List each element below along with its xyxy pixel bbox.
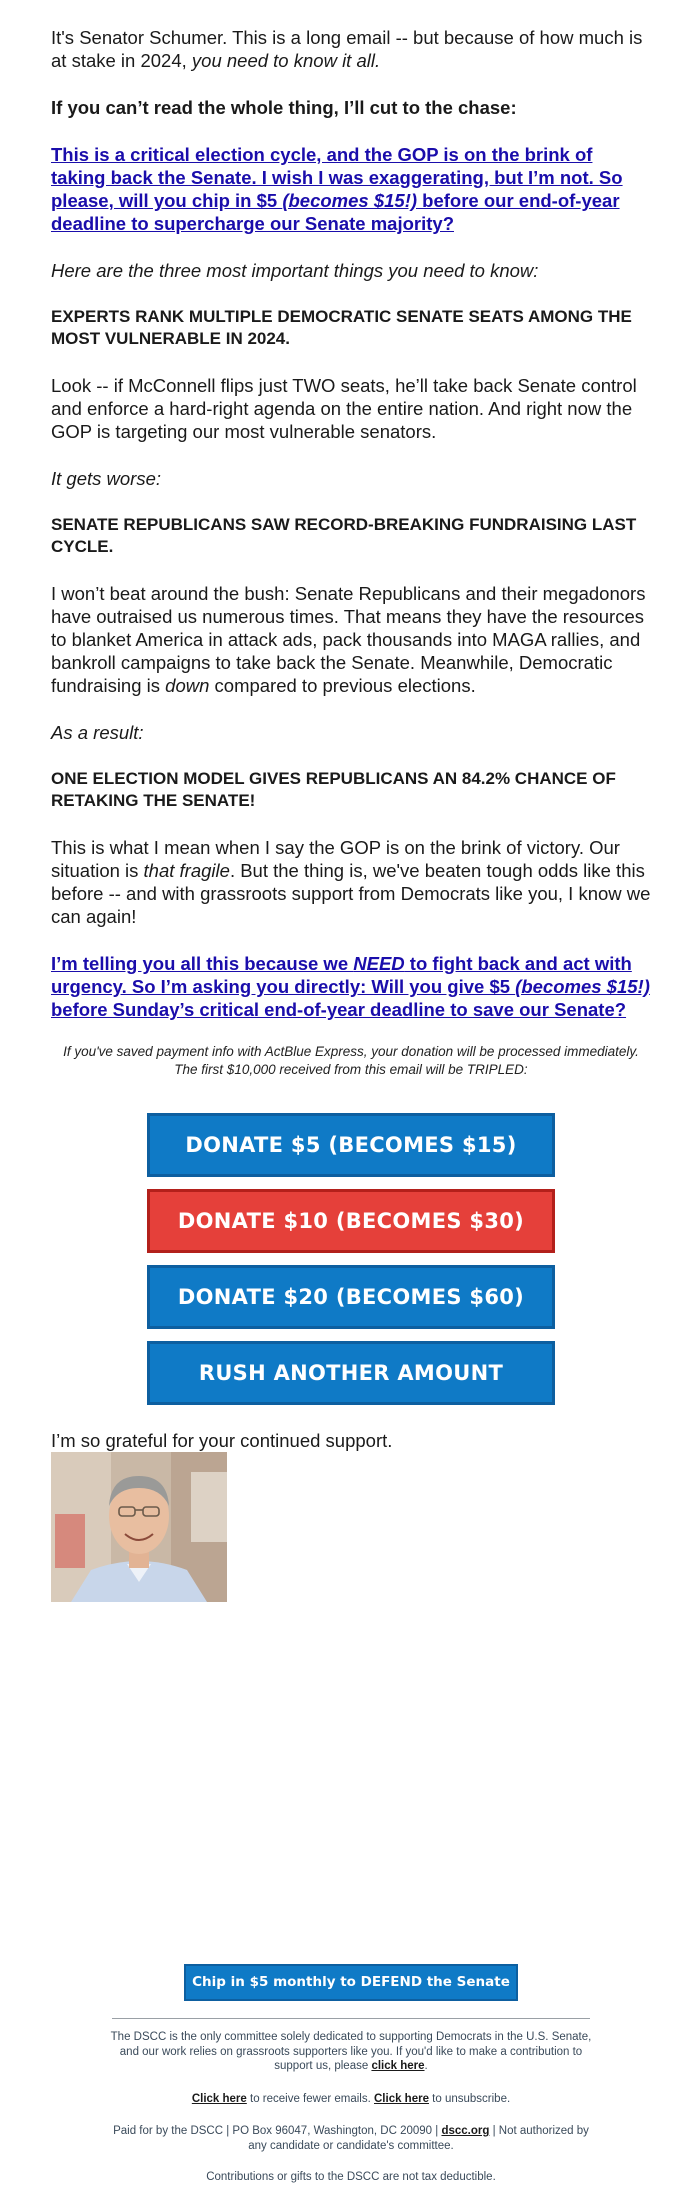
rush-another-amount-button[interactable]: RUSH ANOTHER AMOUNT	[147, 1341, 555, 1405]
email-body	[51, 26, 651, 1499]
footer-email-preferences: Click here to receive fewer emails. Click here to unsubscribe.	[191, 2093, 511, 2105]
footer-divider	[112, 2018, 590, 2019]
dscc-site-link[interactable]: dscc.org	[441, 2125, 490, 2137]
fragile-paragraph: This is what I mean when I say the GOP is on the brink of victory. Our situation is that fragile. But the thing is, we've beaten tough odds like this before -- and with grassroots support from Democrats like you, I know we can again!	[51, 837, 651, 927]
fewer-emails-link[interactable]: Click here	[191, 2093, 247, 2105]
portrait-image	[51, 1452, 227, 1602]
actblue-note: If you've saved payment info with ActBlue Express, your donation will be processed immediately. The first $10,000 received from this email will be TRIPLED:	[63, 1044, 639, 1077]
donate-buttons	[51, 1113, 651, 1405]
donate-5-button[interactable]: DONATE $5 (BECOMES $15)	[147, 1113, 555, 1177]
senator-portrait-photo	[51, 1452, 227, 1602]
heading-election-model: ONE ELECTION MODEL GIVES REPUBLICANS AN 84.2% CHANCE OF RETAKING THE SENATE!	[51, 769, 616, 810]
as-a-result-line: As a result:	[51, 722, 144, 743]
footer-tax-note: Contributions or gifts to the DSCC are not tax deductible.	[206, 2171, 496, 2183]
donate-link-2-paragraph	[51, 952, 651, 1021]
grateful-line: I’m so grateful for your continued support.	[51, 1430, 393, 1451]
footer-about: The DSCC is the only committee solely dedicated to supporting Democrats in the U.S. Senate, and our work relies on grassroots supporters like you. If you'd like to make a contribution to support us, please click here.	[110, 2031, 592, 2072]
donate-link-1[interactable]: This is a critical election cycle, and the GOP is on the brink of taking back the Senate. I wish I was exaggerating, but I’m not. So please, will you chip in $5 (becomes $15!) before our end-of-year deadline to supercharge our Senate majority?	[51, 144, 623, 234]
donate-link-1-paragraph	[51, 143, 651, 235]
megadonors-paragraph: I won’t beat around the bush: Senate Republicans and their megadonors have outraised us numerous times. That means they have the resources to blanket America in attack ads, pack thousands into MAGA rallies, and bankroll campaigns to take back the Senate. Meanwhile, Democratic fundraising is down compared to previous elections.	[51, 583, 646, 696]
donate-10-button[interactable]: DONATE $10 (BECOMES $30)	[147, 1189, 555, 1253]
donate-20-button[interactable]: DONATE $20 (BECOMES $60)	[147, 1265, 555, 1329]
donate-link-2[interactable]: I’m telling you all this because we NEED to fight back and act with urgency. So I’m asking you directly: Will you give $5 (becomes $15!) before Sunday’s critical end-of-year deadline to save our Senate?	[51, 953, 650, 1020]
three-things-line: Here are the three most important things you need to know:	[51, 260, 539, 281]
heading-fundraising: SENATE REPUBLICANS SAW RECORD-BREAKING FUNDRAISING LAST CYCLE.	[51, 515, 637, 556]
footer-paid-for: Paid for by the DSCC | PO Box 96047, Washington, DC 20090 | dscc.org | Not authorized by any candidate or candidate's committee.	[113, 2125, 589, 2152]
chase-line: If you can’t read the whole thing, I’ll cut to the chase:	[51, 97, 517, 118]
gets-worse-line: It gets worse:	[51, 468, 162, 489]
unsubscribe-link[interactable]: Click here	[374, 2093, 429, 2105]
intro-paragraph: It's Senator Schumer. This is a long email -- but because of how much is at stake in 2024, you need to know it all.	[51, 27, 643, 71]
mcconnell-paragraph: Look -- if McConnell flips just TWO seats, he’ll take back Senate control and enforce a hard-right agenda on the entire nation. And right now the GOP is targeting our most vulnerable senators.	[51, 375, 637, 442]
heading-vulnerable-seats: EXPERTS RANK MULTIPLE DEMOCRATIC SENATE SEATS AMONG THE MOST VULNERABLE IN 2024.	[51, 307, 632, 348]
contribute-link[interactable]: click here	[371, 2060, 425, 2072]
monthly-donate-button[interactable]: Chip in $5 monthly to DEFEND the Senate >>	[184, 1964, 518, 2001]
